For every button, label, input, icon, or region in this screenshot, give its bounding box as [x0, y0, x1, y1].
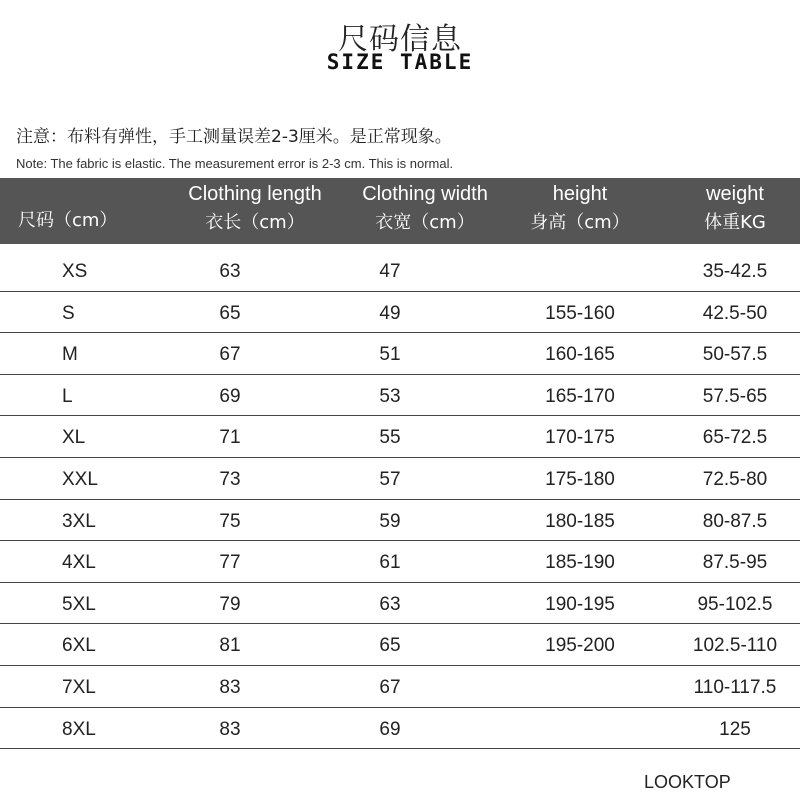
header-size: [18, 206, 168, 236]
header-height-cn: 身高（cm）: [530, 212, 630, 233]
width-cell: 57: [379, 468, 401, 490]
length-cell: 77: [219, 552, 241, 574]
table-row: [0, 375, 800, 417]
header-clothing-width-cn: 衣宽（cm）: [375, 212, 475, 233]
size-table-header: [0, 178, 800, 244]
width-cell: 69: [379, 718, 401, 740]
page-title-english: SIZE TABLE: [326, 50, 474, 74]
table-row: [0, 624, 800, 666]
height-cell: 180-185: [545, 510, 615, 532]
length-cell: 79: [219, 593, 241, 615]
weight-cell: 102.5-110: [692, 635, 778, 657]
note-english: Note: The fabric is elastic. The measurement error is 2-3 cm. This is normal.: [16, 156, 454, 171]
length-cell: 67: [219, 344, 241, 366]
size-cell: XS: [62, 261, 88, 282]
width-cell: 67: [379, 676, 401, 698]
table-row: [0, 416, 800, 458]
width-cell: 63: [379, 593, 401, 615]
header-height-en: height: [552, 183, 608, 205]
height-cell: 170-175: [545, 427, 615, 449]
height-cell: 160-165: [545, 344, 615, 366]
size-cell: 4XL: [62, 552, 96, 574]
size-cell: S: [62, 302, 75, 324]
table-row: [0, 333, 800, 375]
weight-cell: 110-117.5: [693, 676, 777, 698]
weight-cell: 125: [719, 718, 751, 740]
table-row: [0, 500, 800, 542]
height-cell: [520, 666, 640, 706]
table-row: [0, 583, 800, 625]
length-cell: 69: [219, 385, 241, 407]
width-cell: 49: [379, 302, 401, 324]
size-cell: 8XL: [62, 718, 96, 740]
table-row: [0, 541, 800, 583]
height-cell: 195-200: [545, 635, 615, 657]
height-cell: [520, 708, 640, 748]
header-height: [515, 180, 645, 238]
header-weight-en: weight: [706, 183, 764, 205]
height-cell: 155-160: [545, 302, 615, 324]
size-cell: 5XL: [62, 593, 96, 615]
page-title-chinese: 尺码信息: [338, 22, 462, 57]
header-weight-cn: 体重KG: [704, 212, 766, 233]
length-cell: 83: [219, 718, 241, 740]
length-cell: 81: [219, 635, 241, 657]
size-cell: 6XL: [62, 635, 96, 657]
table-row: [0, 250, 800, 292]
width-cell: 59: [379, 510, 401, 532]
height-cell: 190-195: [545, 593, 615, 615]
length-cell: 83: [219, 676, 241, 698]
width-cell: 65: [379, 635, 401, 657]
width-cell: 51: [379, 344, 401, 366]
note-chinese: 注意：布料有弹性，手工测量误差2-3厘米。是正常现象。: [16, 127, 452, 147]
weight-cell: 72.5-80: [702, 468, 768, 490]
length-cell: 75: [219, 510, 241, 532]
header-clothing-length: [170, 180, 340, 238]
width-cell: 61: [379, 552, 401, 574]
height-cell: 185-190: [545, 552, 615, 574]
width-cell: 47: [379, 261, 401, 282]
header-clothing-length-cn: 衣长（cm）: [205, 212, 305, 233]
size-cell: 7XL: [62, 676, 96, 698]
length-cell: 71: [219, 427, 241, 449]
height-cell: 165-170: [545, 385, 615, 407]
header-clothing-width-en: Clothing width: [362, 183, 488, 205]
table-row: [0, 458, 800, 500]
size-cell: L: [62, 385, 73, 407]
size-cell: M: [62, 344, 78, 366]
size-cell: 3XL: [62, 510, 96, 532]
size-cell: XL: [62, 427, 86, 449]
weight-cell: 95-102.5: [697, 593, 773, 615]
height-cell: 175-180: [545, 468, 615, 490]
brand-label: LOOKTOP: [644, 772, 731, 792]
table-row: [0, 708, 800, 750]
length-cell: 63: [219, 261, 241, 282]
weight-cell: 57.5-65: [702, 385, 768, 407]
size-cell: XXL: [62, 468, 98, 490]
weight-cell: 35-42.5: [702, 261, 768, 282]
table-row: [0, 292, 800, 334]
weight-cell: 80-87.5: [702, 510, 768, 532]
weight-cell: 87.5-95: [702, 552, 768, 574]
width-cell: 55: [379, 427, 401, 449]
weight-cell: 50-57.5: [702, 344, 768, 366]
header-weight: [670, 180, 800, 238]
size-table-body: [0, 250, 800, 749]
length-cell: 73: [219, 468, 241, 490]
length-cell: 65: [219, 302, 241, 324]
height-cell: [520, 250, 640, 290]
header-size-cn: 尺码（cm）: [18, 210, 118, 231]
weight-cell: 65-72.5: [702, 427, 768, 449]
weight-cell: 42.5-50: [702, 302, 768, 324]
width-cell: 53: [379, 385, 401, 407]
header-clothing-width: [340, 180, 510, 238]
table-row: [0, 666, 800, 708]
header-clothing-length-en: Clothing length: [188, 183, 322, 205]
